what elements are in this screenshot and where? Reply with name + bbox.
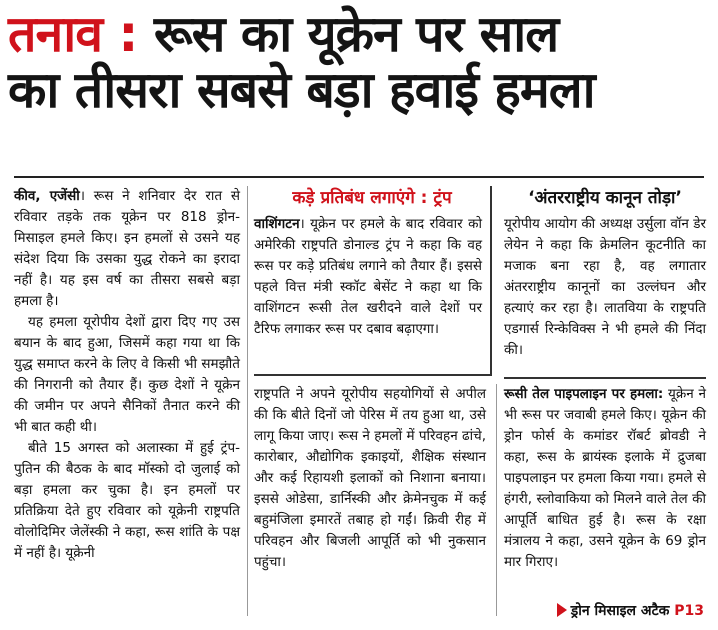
right-bottom-column <box>504 384 706 573</box>
pipeline-body: यूक्रेन ने भी रूस पर जवाबी हमले किए। यूक्रेन की ड्रोन फोर्स के कमांडर रॉबर्ट ब्रोवडी ने कहा, रूस के ब्रायंस्क इलाके में द्रुजबा पाइपलाइन पर हमला किया गया। हमले से हंगरी, स्लोवाकिया को मिलने वाले तेल की आपूर्ति बाधित हुई है। रूस के रक्षा मंत्रालय ने कहा, उसने यूक्रेन के 69 ड्रोन मार गिराए। <box>504 386 706 570</box>
pipeline-para <box>504 384 706 573</box>
left-para-1-text: । रूस ने शनिवार देर रात से रविवार तड़के तक यूक्रेन पर 818 ड्रोन-मिसाइल हमले किए। इन हमलों से उसने यह संदेश दिया कि उसका युद्ध रोकने का इरादा नहीं है। यह इस वर्ष का तीसरा सबसे बड़ा हमला है। <box>14 188 240 309</box>
headline-rule <box>14 176 704 178</box>
trump-dateline: वाशिंगटन <box>254 216 300 232</box>
right-section-rule <box>504 377 706 379</box>
left-para-2: यह हमला यूरोपीय देशों द्वारा दिए गए उस बयान के बाद हुआ, जिसमें कहा गया था कि युद्ध समाप्त करने के लिए वे किसी भी समझौते की निगरानी को तैयार हैं। कुछ देशों ने यूक्रेन की जमीन पर अपने सैनिकों तैनात करने की भी बात कही थी। <box>14 314 240 435</box>
headline-line-1-rest: रूस का यूक्रेन पर साल <box>137 5 559 63</box>
intl-law-body: यूरोपीय आयोग की अध्यक्ष उर्सुला वॉन डेर लेयेन ने कहा कि क्रेमलिन कूटनीति का मजाक बना रहा है, वह लगातार अंतरराष्ट्रीय कानूनों का उल्लंघन और हत्याएं कर रहा है। लातविया के राष्ट्रपति एडगार्स रिन्केविक्स ने भी हमले की निंदा की। <box>504 216 706 358</box>
middle-bottom-column <box>254 384 486 573</box>
trump-subhead: कड़े प्रतिबंध लगाएंगे : ट्रंप <box>292 188 452 208</box>
middle-bottom-text: राष्ट्रपति ने अपने यूरोपीय सहयोगियों से अपील की कि बीते दिनों जो पेरिस में तय हुआ था, उसे लागू किया जाए। रूस ने हमलों में परिवहन ढांचे, कारोबार, औद्योगिक इकाइयों, शैक्षिक संस्थान और कई रिहायशी इलाकों को निशाना बनाया। इससे ओडेसा, डार्निस्की और क्रेमेनचुक में कई बहुमंजिला इमारतें तबाह हो गईं। क्रिवी रीह में परिवहन और बिजली आपूर्ति को भी नुकसान पहुंचा। <box>254 386 486 570</box>
headline <box>8 6 710 118</box>
left-column <box>14 186 240 564</box>
trump-body <box>254 214 490 340</box>
arrow-right-icon <box>557 603 567 617</box>
column-divider-1 <box>247 186 248 616</box>
page-ref-label: ड्रोन मिसाइल अटैक <box>570 603 670 619</box>
left-para-3: बीते 15 अगस्त को अलास्का में हुई ट्रंप-पुतिन की बैठक के बाद मॉस्को दो जुलाई को बड़ा हमला कर चुका है। इन हमलों पर प्रतिक्रिया देते हुए रविवार को यूक्रेनी राष्ट्रपति वोलोदिमिर जेलेंस्की ने कहा, रूस शांति के पक्ष में नहीं है। यूक्रेनी <box>14 440 240 561</box>
intl-law-subhead: ‘अंतरराष्ट्रीय कानून तोड़ा’ <box>528 188 682 208</box>
page-reference <box>557 601 704 620</box>
headline-line-1 <box>8 6 710 62</box>
column-divider-2 <box>496 384 497 616</box>
headline-line-2: का तीसरा सबसे बड़ा हवाई हमला <box>8 61 595 119</box>
dateline: कीव, एजेंसी <box>14 188 80 204</box>
right-top-column <box>504 186 706 361</box>
trump-sanctions-box <box>254 186 492 376</box>
trump-body-text: । यूक्रेन पर हमले के बाद रविवार को अमेरिकी राष्ट्रपति डोनाल्ड ट्रंप ने कहा कि वह रूस पर कड़े प्रतिबंध लगाने को तैयार हैं। इससे पहले वित्त मंत्री स्कॉट बेसेंट ने कहा था कि वाशिंगटन रूसी तेल खरीदने वाले देशों पर टैरिफ लगाकर रूस पर दबाव बढ़ाएगा। <box>254 216 482 337</box>
page-ref-number: P13 <box>674 603 704 619</box>
pipeline-lead: रूसी तेल पाइपलाइन पर हमला: <box>504 386 664 402</box>
left-para-1 <box>14 186 240 312</box>
headline-prefix: तनाव : <box>8 5 138 63</box>
